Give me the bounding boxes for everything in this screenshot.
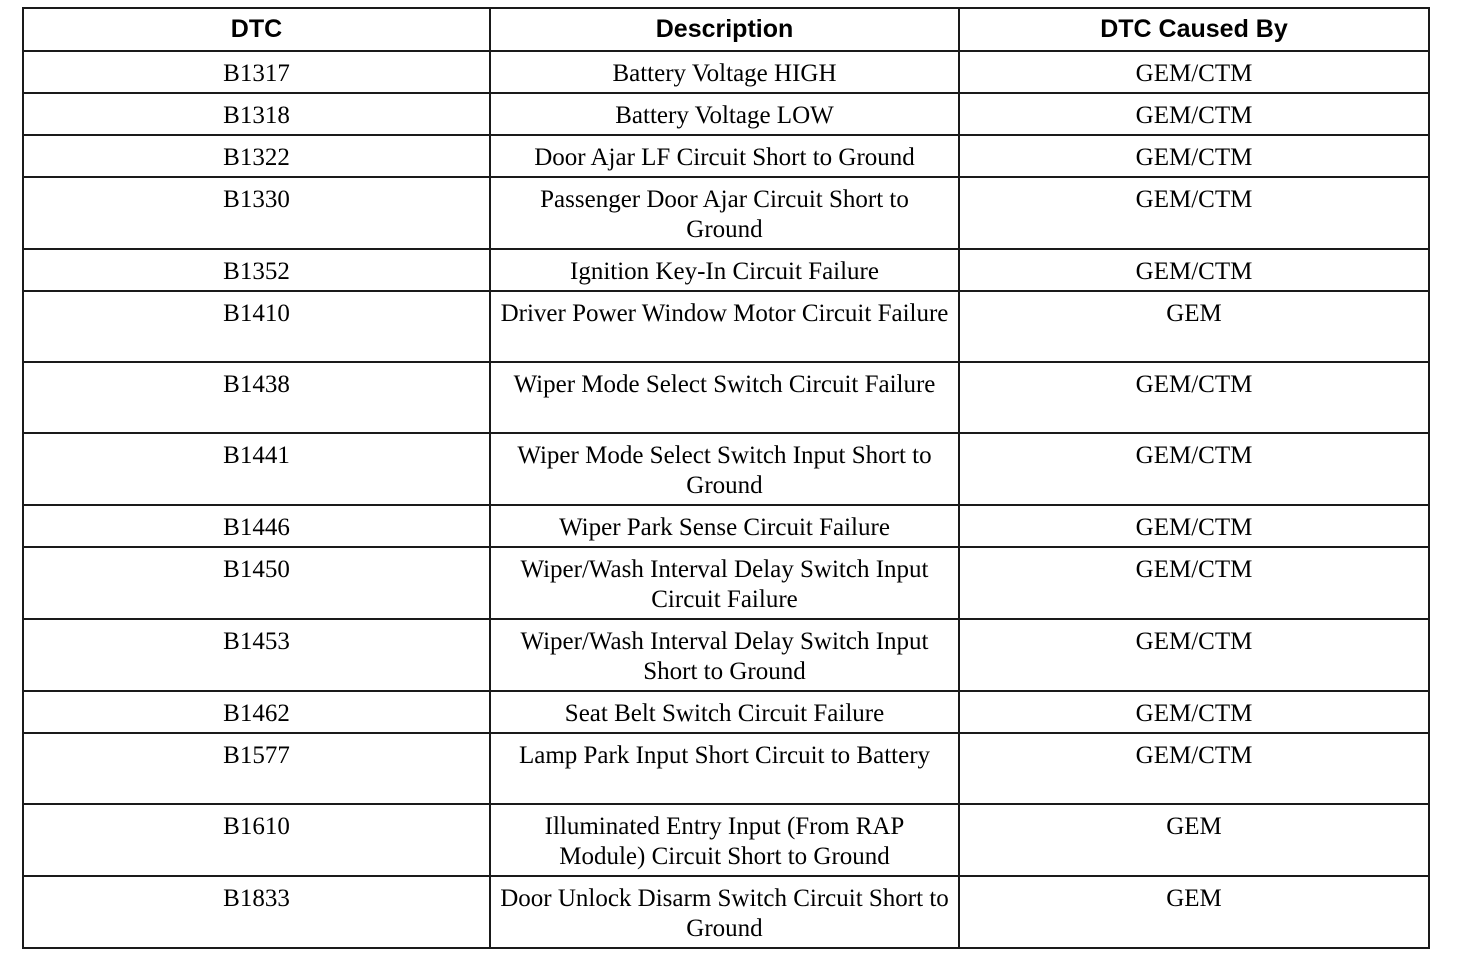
dtc-caused-by: GEM/CTM [959, 249, 1429, 291]
dtc-description: Driver Power Window Motor Circuit Failure [490, 291, 959, 362]
dtc-code: B1441 [23, 433, 490, 505]
dtc-description: Illuminated Entry Input (From RAP Module) Circuit Short to Ground [490, 804, 959, 876]
table-row [23, 93, 1429, 135]
dtc-code: B1453 [23, 619, 490, 691]
dtc-code: B1352 [23, 249, 490, 291]
dtc-caused-by: GEM [959, 291, 1429, 362]
table-row [23, 433, 1429, 505]
header-dtc: DTC [23, 8, 490, 51]
dtc-table [22, 7, 1430, 949]
dtc-description: Lamp Park Input Short Circuit to Battery [490, 733, 959, 804]
dtc-description: Wiper Mode Select Switch Circuit Failure [490, 362, 959, 433]
dtc-code: B1438 [23, 362, 490, 433]
table-row [23, 362, 1429, 433]
dtc-description: Door Ajar LF Circuit Short to Ground [490, 135, 959, 177]
table-row [23, 291, 1429, 362]
table-row [23, 135, 1429, 177]
dtc-code: B1322 [23, 135, 490, 177]
table-row [23, 691, 1429, 733]
dtc-description: Battery Voltage LOW [490, 93, 959, 135]
dtc-caused-by: GEM/CTM [959, 93, 1429, 135]
dtc-code: B1833 [23, 876, 490, 948]
dtc-code: B1330 [23, 177, 490, 249]
dtc-caused-by: GEM/CTM [959, 691, 1429, 733]
dtc-description: Wiper/Wash Interval Delay Switch Input Short to Ground [490, 619, 959, 691]
dtc-code: B1318 [23, 93, 490, 135]
dtc-code: B1610 [23, 804, 490, 876]
dtc-code: B1462 [23, 691, 490, 733]
dtc-description: Ignition Key-In Circuit Failure [490, 249, 959, 291]
dtc-caused-by: GEM [959, 876, 1429, 948]
dtc-caused-by: GEM/CTM [959, 362, 1429, 433]
dtc-caused-by: GEM/CTM [959, 619, 1429, 691]
table-row [23, 505, 1429, 547]
dtc-caused-by: GEM/CTM [959, 51, 1429, 93]
table-row [23, 177, 1429, 249]
dtc-code: B1446 [23, 505, 490, 547]
table-header-row [23, 8, 1429, 51]
dtc-caused-by: GEM/CTM [959, 135, 1429, 177]
dtc-description: Wiper/Wash Interval Delay Switch Input Circuit Failure [490, 547, 959, 619]
header-description: Description [490, 8, 959, 51]
table-row [23, 547, 1429, 619]
table-row [23, 249, 1429, 291]
dtc-description: Door Unlock Disarm Switch Circuit Short to Ground [490, 876, 959, 948]
dtc-caused-by: GEM/CTM [959, 433, 1429, 505]
dtc-caused-by: GEM/CTM [959, 177, 1429, 249]
dtc-caused-by: GEM [959, 804, 1429, 876]
dtc-description: Seat Belt Switch Circuit Failure [490, 691, 959, 733]
dtc-caused-by: GEM/CTM [959, 547, 1429, 619]
dtc-code: B1450 [23, 547, 490, 619]
dtc-code: B1317 [23, 51, 490, 93]
table-row [23, 876, 1429, 948]
dtc-caused-by: GEM/CTM [959, 733, 1429, 804]
dtc-description: Passenger Door Ajar Circuit Short to Ground [490, 177, 959, 249]
table-row [23, 619, 1429, 691]
dtc-caused-by: GEM/CTM [959, 505, 1429, 547]
dtc-code: B1577 [23, 733, 490, 804]
dtc-description: Wiper Mode Select Switch Input Short to Ground [490, 433, 959, 505]
table-row [23, 804, 1429, 876]
dtc-description: Wiper Park Sense Circuit Failure [490, 505, 959, 547]
table-row [23, 733, 1429, 804]
dtc-description: Battery Voltage HIGH [490, 51, 959, 93]
table-row [23, 51, 1429, 93]
header-caused-by: DTC Caused By [959, 8, 1429, 51]
dtc-code: B1410 [23, 291, 490, 362]
